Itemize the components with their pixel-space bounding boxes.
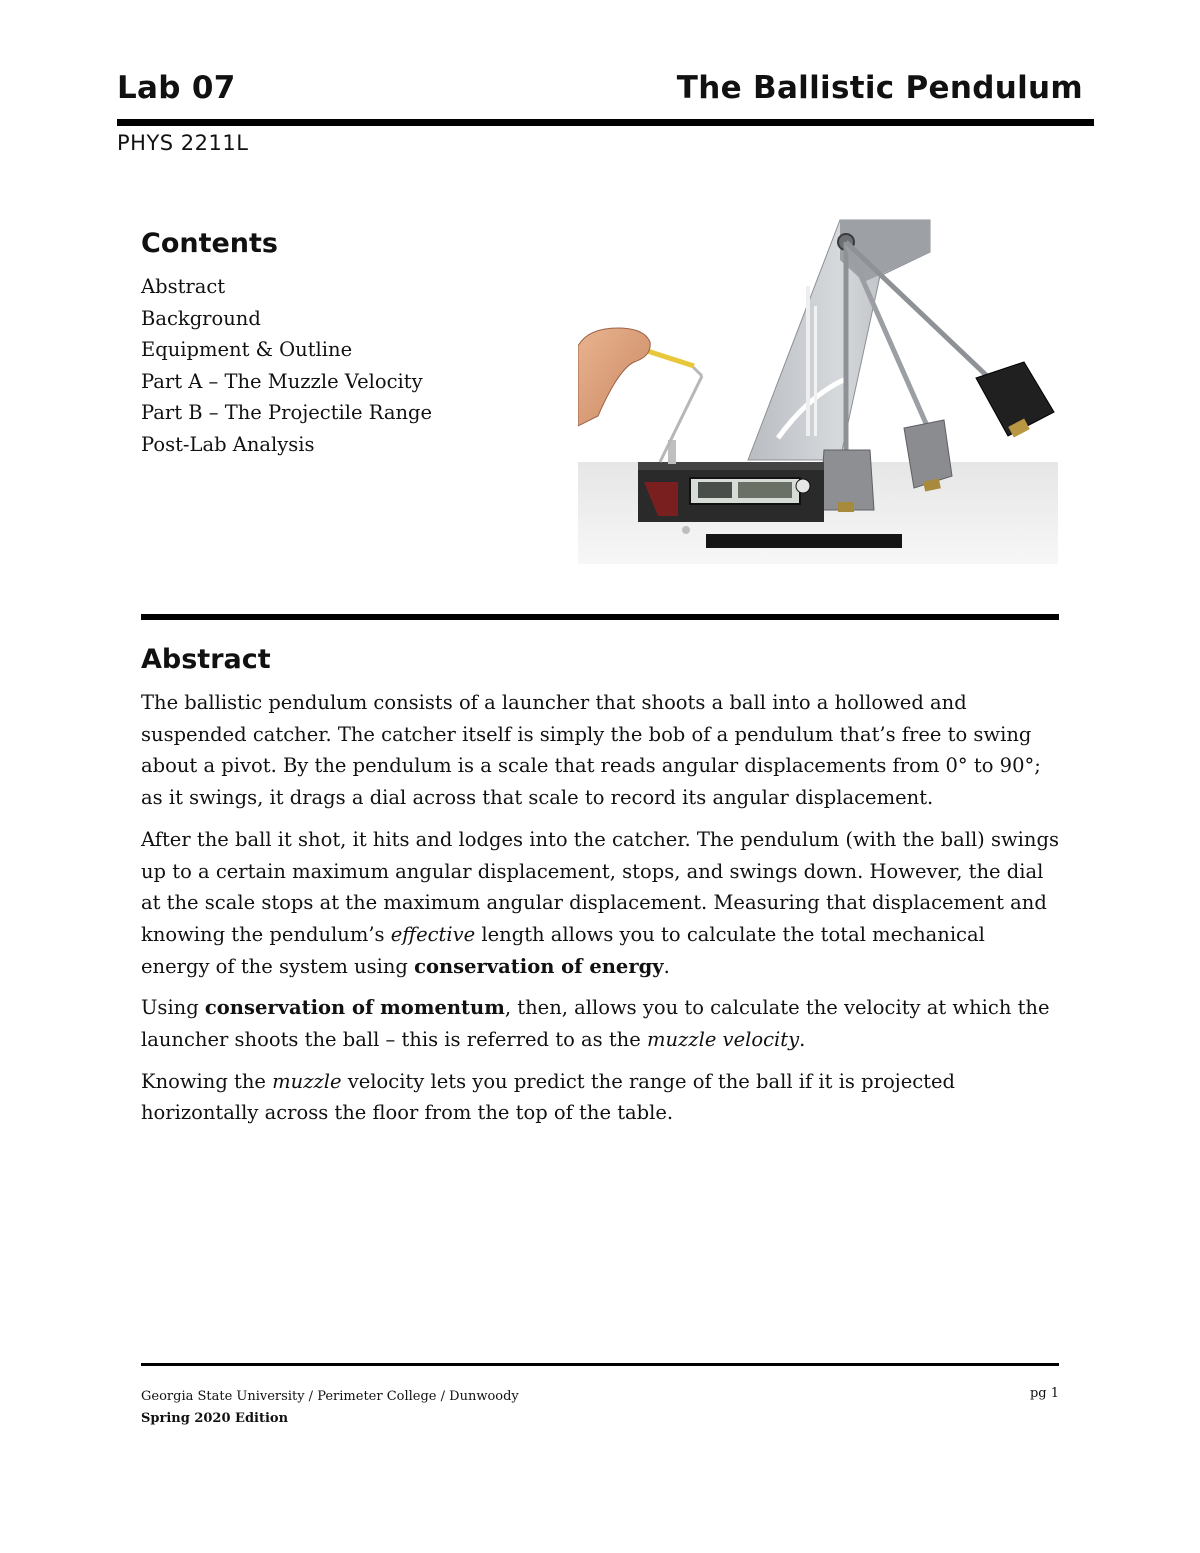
footer-info: [141, 1386, 519, 1430]
contents-item-post-lab[interactable]: Post-Lab Analysis: [141, 432, 315, 456]
contents-item-abstract[interactable]: Abstract: [141, 275, 226, 298]
text-run: .: [663, 954, 670, 978]
text-run: length allows you to calculate the total mechanical energy of the system using: [141, 922, 985, 978]
footer-institution: Georgia State University / Perimeter College / Dunwoody: [141, 1389, 519, 1404]
contents-section: [141, 228, 561, 461]
abstract-paragraph-3: [141, 992, 1059, 1055]
header-divider: [117, 119, 1094, 126]
text-run: .: [799, 1028, 806, 1052]
contents-item-background[interactable]: Background: [141, 306, 261, 330]
document-title: The Ballistic Pendulum: [676, 70, 1083, 106]
abstract-paragraph-4: [141, 1066, 1059, 1129]
text-run: velocity lets you predict the range of the ball if it is projected horizontally across the floor from the top of the table.: [141, 1069, 956, 1125]
emphasis: effective: [390, 922, 476, 946]
abstract-paragraph-1: The ballistic pendulum consists of a launcher that shoots a ball into a hollowed and suspended catcher. The catcher itself is simply the bob of a pendulum that’s free to swing about a pivot. By the pendulum is a scale that reads angular displacements from 0° to 90°; as it swings, it drags a dial across that scale to record its angular displacement.: [141, 691, 1041, 810]
key-term: conservation of energy: [414, 954, 664, 978]
contents-list: [141, 271, 561, 461]
abstract-heading: Abstract: [141, 644, 271, 675]
contents-item-part-b[interactable]: Part B – The Projectile Range: [141, 401, 433, 425]
text-run: , then, allows you to calculate the velocity at which the launcher shoots the ball – this is referred to as the: [141, 996, 1050, 1052]
course-code: PHYS 2211L: [117, 131, 249, 155]
emphasis: muzzle: [272, 1069, 342, 1093]
contents-item-part-a[interactable]: Part A – The Muzzle Velocity: [141, 369, 423, 393]
abstract-paragraph-2: [141, 824, 1059, 983]
page-number: pg 1: [1029, 1386, 1059, 1401]
contents-heading: Contents: [141, 228, 279, 259]
emphasis: muzzle velocity: [646, 1028, 800, 1052]
text-run: Knowing the: [141, 1069, 273, 1093]
ballistic-pendulum-photo: [578, 216, 1058, 564]
key-term: conservation of momentum: [204, 996, 505, 1020]
text-run: Using: [141, 996, 205, 1020]
lab-number: Lab 07: [117, 70, 236, 106]
contents-item-equipment[interactable]: Equipment & Outline: [141, 338, 353, 362]
footer-divider: [141, 1363, 1059, 1366]
text-run: After the ball it shot, it hits and lodges into the catcher. The pendulum (with the ball) swings up to a certain maximum angular displacement, stops, and swings down. However, the dial at the scale stops at the maximum angular displacement. Measuring that displacement and knowing the pendulum’s: [141, 827, 1059, 946]
footer-edition: Spring 2020 Edition: [141, 1411, 289, 1426]
section-divider: [141, 614, 1059, 620]
abstract-section: [141, 644, 1059, 1139]
